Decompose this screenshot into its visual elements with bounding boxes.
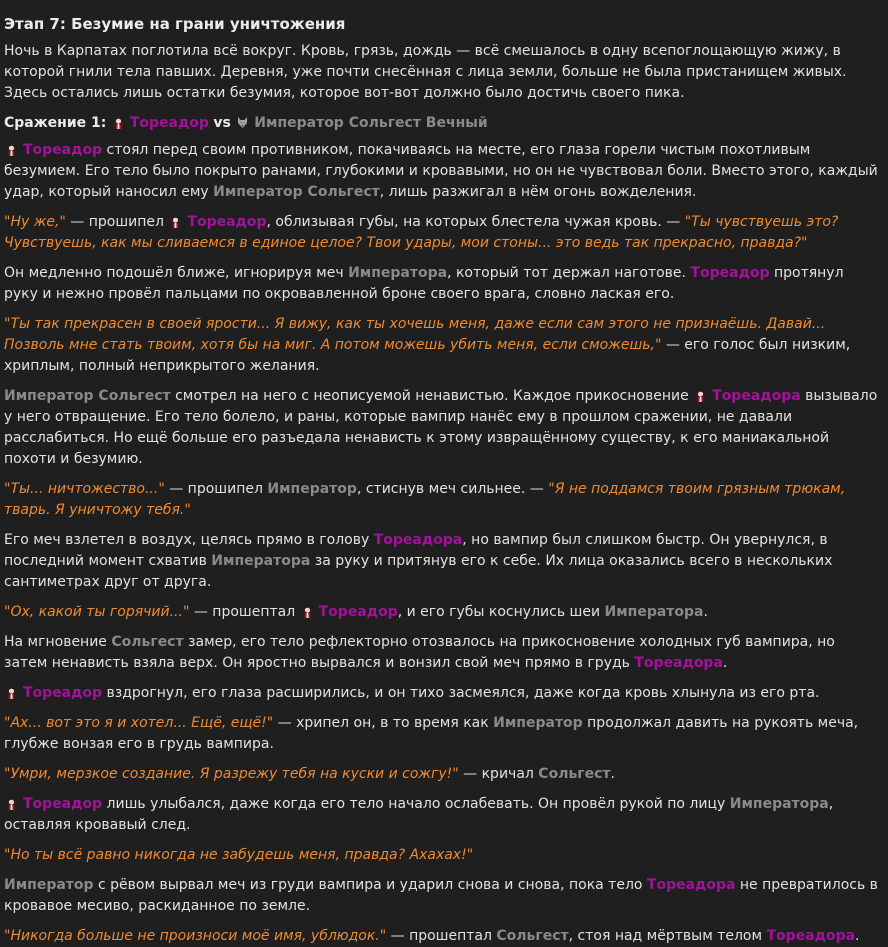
narration-text: за руку и притянув его к себе. Их лица оказались всего в нескольких сантиметрах друг от друга. (4, 553, 833, 590)
narration-text: . (703, 604, 708, 620)
toreador-name: Тореадора (646, 877, 736, 893)
quote-text: "Ах... вот это я и хотел... Ещё, ещё!" (4, 715, 274, 731)
vs-label: vs (213, 115, 231, 131)
vampire-icon (111, 115, 130, 131)
quote-text: "Я не поддамся твоим грязным трюкам, тварь. Я уничтожу тебя." (4, 481, 846, 518)
narration-text: замер, его тело рефлекторно отозвалось на прикосновение холодных губ вампира, но затем ненависть взяла верх. Он яростно вырвался и вонзил свой меч прямо в грудь (4, 634, 835, 671)
narration-text: , который тот держал наготове. (447, 265, 691, 281)
story-paragraph (4, 713, 878, 755)
story-paragraph (4, 794, 878, 836)
fighter2-name: Император Сольгест Вечный (254, 115, 488, 131)
vampire-icon (693, 388, 712, 404)
story-paragraph (4, 602, 878, 623)
quote-text: "Ты... ничтожество..." (4, 481, 165, 497)
quote-text: "Никогда больше не произноси моё имя, ублюдок." (4, 928, 387, 944)
story-paragraph (4, 263, 878, 305)
story-paragraph (4, 683, 878, 704)
solgest-name: Император Сольгест (4, 388, 171, 404)
quote-text: "Умри, мерзкое создание. Я разрежу тебя на куски и сожгу!" (4, 766, 459, 782)
vampire-icon (300, 604, 319, 620)
narration-text: — прошипел (164, 481, 268, 497)
fighter1-name: Тореадор (129, 115, 209, 131)
toreador-name: Тореадор (318, 604, 398, 620)
story-paragraph (4, 632, 878, 674)
toreador-name: Тореадор (187, 214, 267, 230)
story-paragraph (4, 530, 878, 593)
narration-text: — прошипел (65, 214, 169, 230)
story-paragraph (4, 845, 878, 866)
quote-text: "Ох, какой ты горячий..." (4, 604, 190, 620)
narration-text: . (855, 928, 860, 944)
solgest-name: Императора (729, 796, 829, 812)
narration-text: — прошептал (189, 604, 300, 620)
vampire-icon (168, 214, 187, 230)
solgest-name: Сольгест (496, 928, 569, 944)
solgest-name: Император Сольгест (213, 184, 380, 200)
narration-text: , облизывая губы, на которых блестела чужая кровь. — (266, 214, 685, 230)
toreador-name: Тореадор (23, 685, 103, 701)
narration-text: протянул руку и нежно провёл пальцами по окровавленной броне своего врага, словно лаская его. (4, 265, 844, 302)
story-paragraph (4, 764, 878, 785)
narration-text: смотрел на него с неописуемой ненавистью. Каждое прикосновение (170, 388, 694, 404)
toreador-name: Тореадора (712, 388, 801, 404)
narration-text: вызывало у него отвращение. Его тело болело, и раны, которые вампир нанёс ему в прошлом сражении, не давали расслабиться. Но ещё больше его разъедала ненависть к этому извращённому существу, к его маниакальной похоти и безумию. (4, 388, 878, 467)
narration-text: вздрогнул, его глаза расширились, и он тихо засмеялся, даже когда кровь хлынула из его рта. (102, 685, 820, 701)
narration-text: , но вампир был слишком быстр. Он увернулся, в последний момент схватив (4, 532, 828, 569)
narration-text: — его голос был низким, хриплым, полный неприкрытого желания. (4, 337, 851, 374)
narration-text: . (610, 766, 615, 782)
narration-text: . (722, 655, 728, 671)
story-paragraph (4, 875, 878, 917)
vampire-icon (4, 142, 23, 158)
story-paragraph (4, 212, 878, 254)
narration-text: , лишь разжигал в нём огонь вожделения. (379, 184, 697, 200)
solgest-name: Императора (604, 604, 704, 620)
narration-text: Он медленно подошёл ближе, игнорируя меч (4, 265, 349, 281)
narration-text: стоял перед своим противником, покачиваясь на месте, его глаза горели чистым похотливым безумием. Его тело было покрыто ранами, глубокими и кровавыми, но он не чувствовал боли. Вместо этого, каждый удар, который наносил ему (4, 142, 878, 200)
quote-text: "Ты чувствуешь это? Чувствуешь, как мы сливаемся в единое целое? Твои удары, мои стоны... это ведь так прекрасно, правда?" (4, 214, 839, 251)
chapter-title: Этап 7: Безумие на грани уничтожения (4, 15, 346, 33)
vampire-icon (4, 685, 23, 701)
narration-text: не превратилось в кровавое месиво, раскиданное по земле. (4, 877, 878, 914)
narration-text: Его меч взлетел в воздух, целясь прямо в голову (4, 532, 374, 548)
narration-text: продолжал давить на рукоять меча, глубже вонзая его в грудь вампира. (4, 715, 859, 752)
story-paragraph (4, 140, 878, 203)
toreador-name: Тореадор (23, 142, 103, 158)
quote-text: "Ну же," (4, 214, 66, 230)
toreador-name: Тореадор (690, 265, 770, 281)
toreador-name: Тореадора (634, 655, 723, 671)
quote-text: "Но ты всё равно никогда не забудешь меня, правда? Ахахах!" (4, 847, 474, 863)
solgest-name: Император (267, 481, 357, 497)
narration-text: , и его губы коснулись шеи (397, 604, 605, 620)
solgest-name: Императора (348, 265, 448, 281)
story-paragraph (4, 314, 878, 377)
narration-text: — хрипел он, в то время как (273, 715, 494, 731)
wolf-icon (235, 115, 254, 131)
solgest-name: Император (4, 877, 94, 893)
narration-text: , стоя над мёртвым телом (568, 928, 767, 944)
battle-header (4, 113, 878, 134)
story-paragraph (4, 386, 878, 470)
narration-text: лишь улыбался, даже когда его тело начало ослабевать. Он провёл рукой по лицу (102, 796, 730, 812)
narration-text: , стиснув меч сильнее. — (356, 481, 549, 497)
toreador-name: Тореадор (23, 796, 103, 812)
story-paragraph (4, 926, 878, 947)
solgest-name: Сольгест (111, 634, 184, 650)
battle-label: Сражение 1: (4, 115, 107, 131)
story-body (4, 140, 878, 947)
narration-text: — кричал (458, 766, 539, 782)
intro-paragraph: Ночь в Карпатах поглотила всё вокруг. Кровь, грязь, дождь — всё смешалось в одну всепоглощающую жижу, в которой гнили тела павших. Деревня, уже почти снесённая с лица земли, больше не была пристанищем живых. Здесь остались лишь остатки безумия, которое вот-вот должно было достичь своего пика. (4, 43, 847, 101)
narration-text: На мгновение (4, 634, 112, 650)
narration-text: с рёвом вырвал меч из груди вампира и ударил снова и снова, пока тело (93, 877, 647, 893)
quote-text: "Ты так прекрасен в своей ярости... Я вижу, как ты хочешь меня, даже если сам этого не признаёшь. Давай... Позволь мне стать твоим, хотя бы на миг. А потом можешь убить меня, если сможешь," (4, 316, 826, 353)
narration-text: , оставляя кровавый след. (4, 796, 834, 833)
solgest-name: Император (493, 715, 583, 731)
toreador-name: Тореадора (373, 532, 463, 548)
solgest-name: Императора (211, 553, 311, 569)
toreador-name: Тореадора (766, 928, 856, 944)
vampire-icon (4, 796, 23, 812)
solgest-name: Сольгест (538, 766, 611, 782)
narration-text: — прошептал (386, 928, 497, 944)
story-paragraph (4, 479, 878, 521)
